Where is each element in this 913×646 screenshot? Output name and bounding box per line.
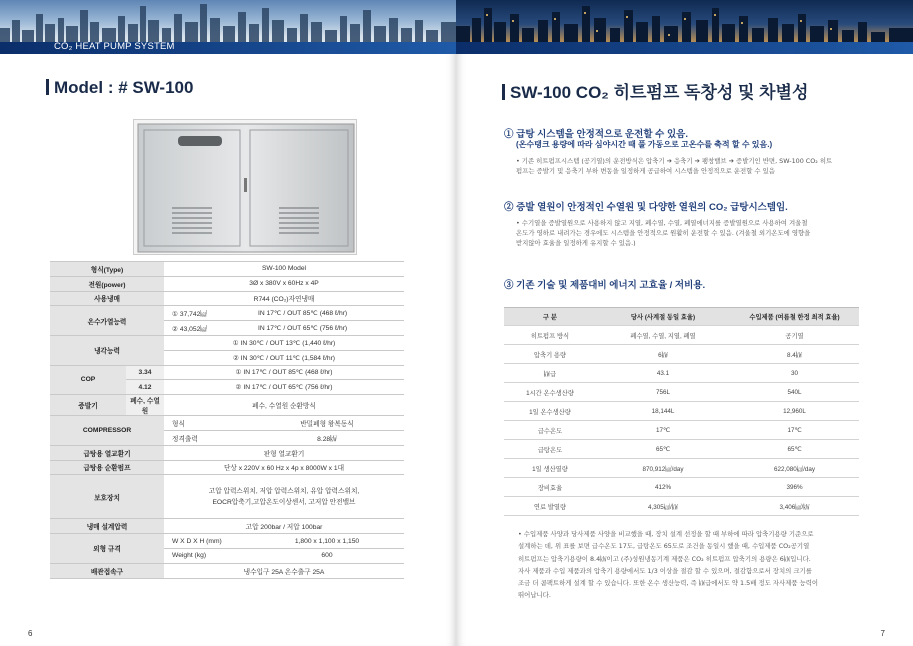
page-title — [502, 78, 808, 103]
table-row: 4.12 ② IN 17℃ / OUT 65℃ (756 ℓ/hr) — [50, 380, 404, 395]
table-header-row: 구 분 당사 (사계절 동일 효율) 수입제품 (여름철 한정 최적 효율) — [504, 308, 859, 326]
table-row: ㎾급 43.1 30 — [504, 364, 859, 383]
table-row: 급탕용 순환펌프 단상 x 220V x 60 Hz x 4p x 8000W x 1대 — [50, 460, 404, 475]
comparison-table — [504, 307, 859, 516]
table-row: 보호장치 고압 압력스위치, 저압 압력스위치, 유압 압력스위치, EOCR압축기,고압온도이상센서, 고저압 안전밸브 — [50, 475, 404, 519]
section-3-title: ③ 기존 기술 및 제품대비 에너지 고효율 / 저비용. — [504, 280, 706, 291]
table-row: 냉매 설계압력 고압 200bar / 저압 100bar — [50, 519, 404, 534]
section-2-title: ② 증발 열원이 안정적인 수열원 및 다양한 열원의 CO₂ 급탕시스템임. — [504, 202, 788, 213]
page-title — [46, 78, 193, 98]
left-page — [0, 0, 456, 646]
table-row: Weight (kg) 600 — [50, 548, 404, 563]
page-title-text: Model : # SW-100 — [54, 78, 194, 97]
right-page — [456, 0, 913, 646]
section-1-text: • 기존 히트펌프시스템 (공기열)의 운전방식은 압축기 ➔ 응축기 ➔ 팽창밸브 ➔ 증발기인 반면, SW-100 CO₂ 히트 펌프는 증발기 및 응축기 부하 변동을 일정하게 공급하여 시스템을 안정적으로 운전할 수 있음 — [516, 157, 833, 176]
page-number: 7 — [880, 629, 885, 638]
table-row: 사용냉매 R744 (CO₂)자연냉매 — [50, 291, 404, 306]
table-row: COP 3.34 ① IN 17℃ / OUT 85℃ (468 ℓ/hr) — [50, 365, 404, 380]
table-row: 히트펌프 방식 폐수열, 수열, 지열, 폐열 공기열 — [504, 326, 859, 345]
night-skyline-banner — [456, 0, 913, 48]
table-row: 1일 생산열량 870,912㎉/day 622,080㎉/day — [504, 459, 859, 478]
section-1-title: ① 급탕 시스템을 안정적으로 운전할 수 있음. — [504, 129, 688, 140]
heat-pump-unit-photo — [133, 119, 357, 255]
table-row: 1일 온수생산량 18,144L 12,960L — [504, 402, 859, 421]
table-row: 1시간 온수생산량 756L 540L — [504, 383, 859, 402]
table-row: COMPRESSOR 형식 반밀폐형 왕복동식 — [50, 416, 404, 431]
table-row: 압축기 용량 6㎾ 8.4㎾ — [504, 345, 859, 364]
table-row: 냉각능력 ① IN 30℃ / OUT 13℃ (1,440 ℓ/hr) — [50, 335, 404, 350]
table-row: 온수가열능력 ① 37,742㎉ IN 17℃ / OUT 85℃ (468 ℓ/hr) — [50, 306, 404, 321]
table-row: 급수온도 17℃ 17℃ — [504, 421, 859, 440]
table-row: 장비효율 412% 396% — [504, 478, 859, 497]
system-label: CO₂ HEAT PUMP SYSTEM — [54, 41, 175, 52]
table-row: ② 43,052㎉ IN 17℃ / OUT 65℃ (756 ℓ/hr) — [50, 321, 404, 336]
table-row: 급탕용 열교환기 판형 열교환기 — [50, 445, 404, 460]
table-row: 외형 규격 W X D X H (mm) 1,800 x 1,100 x 1,150 — [50, 534, 404, 549]
table-row: 급탕온도 65℃ 65℃ — [504, 440, 859, 459]
section-1-subtitle: (온수탱크 용량에 따라 심야시간 때 풀 가동으로 고온수를 축적 할 수 있음.) — [516, 140, 773, 149]
table-row: 정격출력 8.28㎾ — [50, 430, 404, 445]
table-row: 형식(Type) SW-100 Model — [50, 262, 404, 277]
table-row: 배관접속구 냉수입구 25A 온수출구 25A — [50, 563, 404, 578]
notes-text: • 수입제품 사양과 당사제품 사양을 비교했을 때, 장치 설계 선정을 할 때 부하에 따라 압축기용량 기준으로 설계하는 데, 위 표를 보면 급수온도 17도, 급탕온도 65도로 조건을 동일시 했을 때, 수입제품 CO₂공기열 히트펌프는 압축기용량이 8.4㎾이고 (주)성원냉동기계 제품은 CO₂ 히트펌프 압축기의 용량은 6㎾입니다. 자사 제품과 수입 제품과의 압축기 용량에서도 1/3 이상을 절감 할 수 있으며, 절감함으로서 장치의 크기를 조금 더 콤팩트하게 설계 할 수 있습니다. 또한 온수 생산능력, 즉 ㎾급에서도 약 1.5배 정도 자사제품 능력이 뛰어납니다. — [518, 530, 819, 600]
heat-pump-cabinet-image — [134, 120, 358, 256]
night-skyline-image — [456, 0, 913, 48]
table-row: 증발기 폐수, 수열원 폐수, 수열원 순환방식 — [50, 395, 404, 416]
table-row: 전원(power) 3Ø x 380V x 60Hz x 4P — [50, 276, 404, 291]
page-number: 6 — [28, 629, 33, 638]
spec-table — [50, 261, 404, 579]
section-2-text: • 수기열을 증발열원으로 사용하지 않고 지열, 폐수열, 수열, 폐열에너지를 증발열원으로 사용하여 겨울철 온도가 영하로 내려가는 경우에도 시스템을 안정적으로 원활히 운전할 수 있음. (겨울철 외기온도에 영향을 받지않아 효율을 일정하게 유지할 수 있음.) — [516, 219, 811, 248]
page-title-text: SW-100 CO₂ 히트펌프 독창성 및 차별성 — [510, 83, 809, 102]
header-stripe — [456, 42, 913, 54]
table-row: 연료 발열량 4,305㎉/㎾ 3,406㎉/㎾ — [504, 497, 859, 516]
table-row: ② IN 30℃ / OUT 11℃ (1,584 ℓ/hr) — [50, 350, 404, 365]
